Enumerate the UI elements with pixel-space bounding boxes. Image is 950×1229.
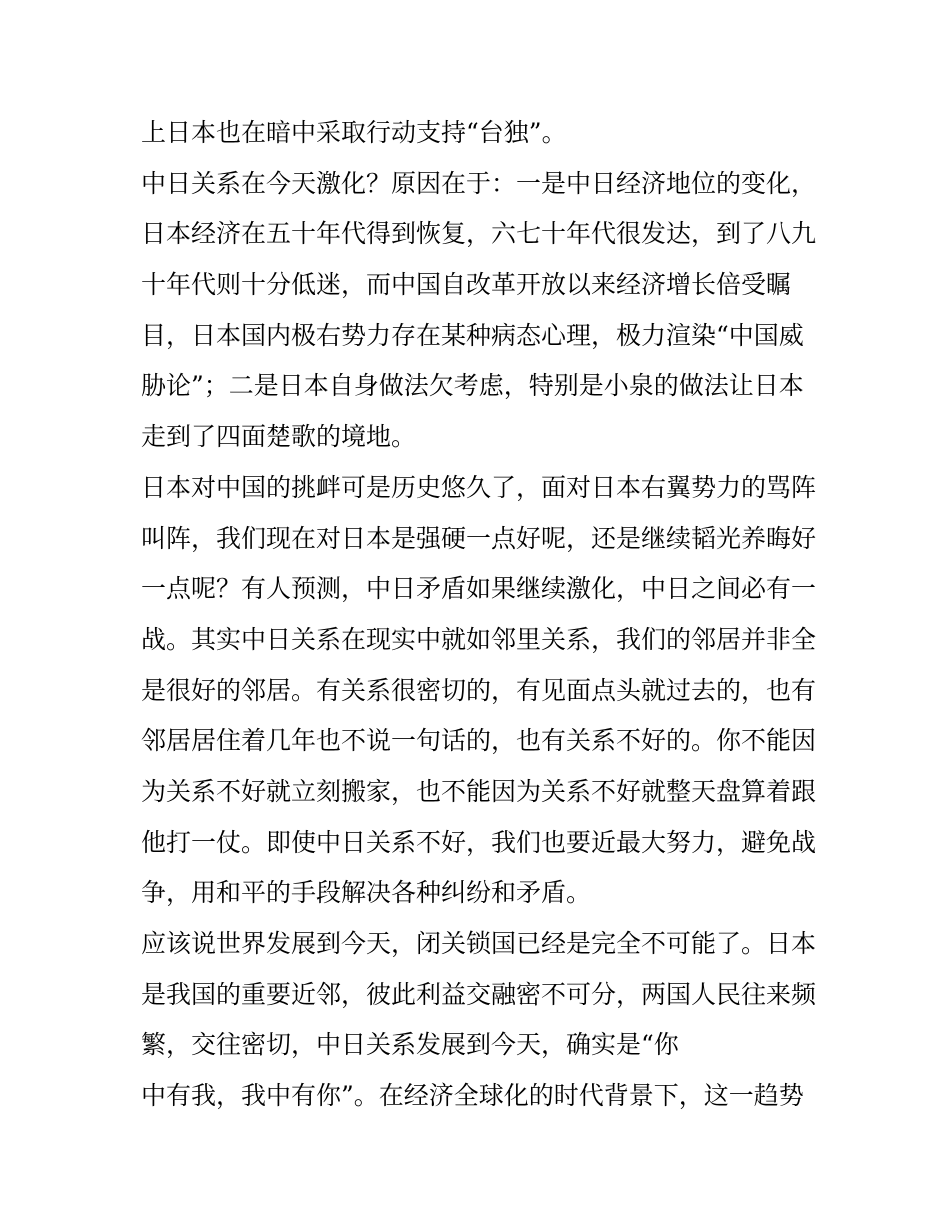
text-line: 为关系不好就立刻搬家，也不能因为关系不好就整天盘算着跟 [141,776,817,806]
text-line: 是很好的邻居。有关系很密切的，有见面点头就过去的，也有 [141,675,817,705]
text-line: 中日关系在今天激化？原因在于：一是中日经济地位的变化， [141,168,817,198]
text-line: 是我国的重要近邻，彼此利益交融密不可分，两国人民往来频 [141,979,817,1009]
text-line: 上日本也在暗中采取行动支持“台独”。 [141,118,567,147]
text-line: 战。其实中日关系在现实中就如邻里关系，我们的邻居并非全 [141,624,817,654]
text-line: 一点呢？有人预测，中日矛盾如果继续激化，中日之间必有一 [141,574,817,604]
text-line: 争，用和平的手段解决各种纠纷和矛盾。 [141,878,592,908]
text-line: 胁论”；二是日本自身做法欠考虑，特别是小泉的做法让日本 [141,371,804,401]
text-line: 应该说世界发展到今天，闭关锁国已经是完全不可能了。日本 [141,929,817,958]
text-line: 走到了四面楚歌的境地。 [141,422,417,452]
text-line: 邻居居住着几年也不说一句话的，也有关系不好的。你不能因 [141,726,817,756]
text-line: 目，日本国内极右势力存在某种病态心理，极力渲染“中国威 [141,320,804,350]
body-text [141,108,821,1122]
text-line: 他打一仗。即使中日关系不好，我们也要近最大努力，避免战 [141,827,817,857]
text-line: 中有我，我中有你”。在经济全球化的时代背景下，这一趋势 [141,1081,804,1111]
text-line: 日本经济在五十年代得到恢复，六七十年代很发达，到了八九 [141,219,817,249]
text-line: 日本对中国的挑衅可是历史悠久了，面对日本右翼势力的骂阵 [141,472,817,502]
text-line: 繁，交往密切，中日关系发展到今天，确实是“你 [141,1030,679,1060]
text-line: 叫阵，我们现在对日本是强硬一点好呢，还是继续韬光养晦好 [141,523,817,553]
text-line: 十年代则十分低迷，而中国自改革开放以来经济增长倍受瞩 [141,270,792,300]
